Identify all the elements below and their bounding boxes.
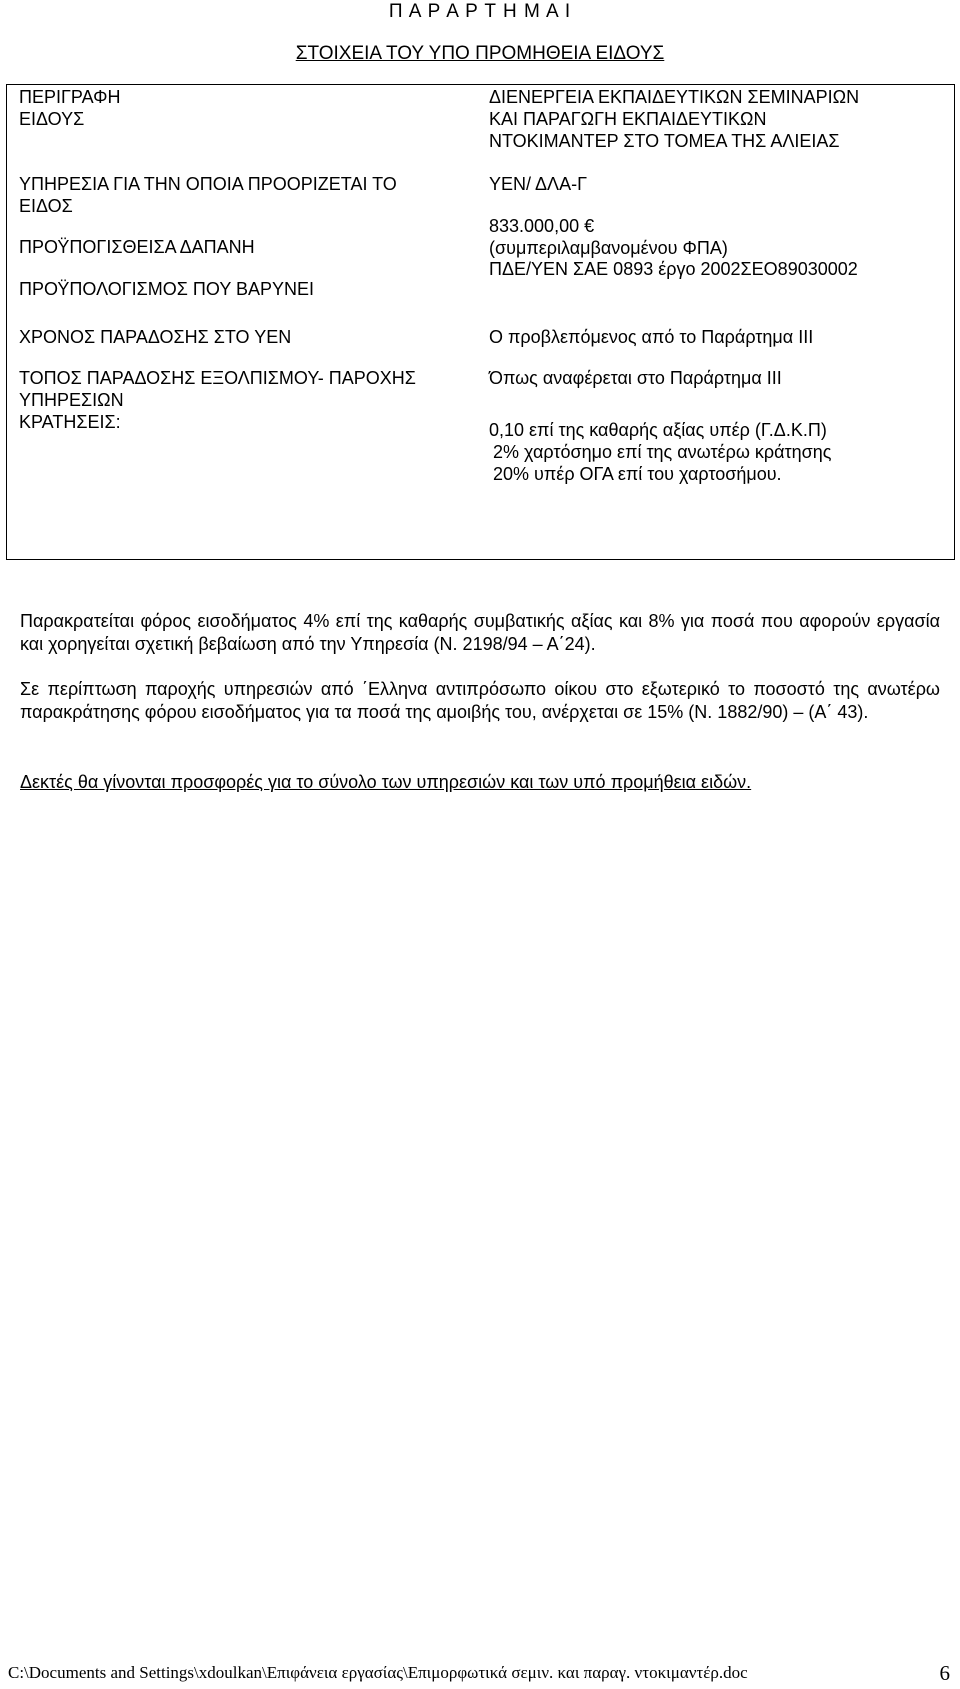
withholdings-value-line-1: 0,10 επί της καθαρής αξίας υπέρ (Γ.Δ.Κ.Π) — [489, 420, 827, 440]
charged-budget-value: ΠΔΕ/ΥΕΝ ΣΑΕ 0893 έργο 2002ΣΕΟ89030002 — [489, 259, 858, 279]
section-title: ΣΤΟΙΧΕΙΑ ΤΟΥ ΥΠΟ ΠΡΟΜΗΘΕΙΑ ΕΙΔΟΥΣ — [295, 43, 665, 64]
delivery-time-value: Ο προβλεπόμενος από το Παράρτημα ΙΙΙ — [489, 327, 814, 347]
withholdings-value — [489, 419, 959, 485]
page-number: 6 — [939, 1661, 950, 1685]
budget-value-line-2: (συμπεριλαμβανομένου ΦΠΑ) — [489, 238, 728, 258]
delivery-place-label — [19, 367, 479, 411]
appendix-title: Π Α Ρ Α Ρ Τ Η Μ Α Ι — [388, 1, 572, 22]
service-label — [19, 173, 479, 217]
budget-value-line-1: 833.000,00 € — [489, 216, 595, 236]
description-value — [489, 86, 959, 152]
delivery-place-value: Όπως αναφέρεται στο Παράρτημα ΙΙΙ — [489, 368, 782, 388]
description-value-line-2: ΚΑΙ ΠΑΡΑΓΩΓΗ ΕΚΠΑΙΔΕΥΤΙΚΩΝ — [489, 109, 767, 129]
delivery-place-label-line-2: ΥΠΗΡΕΣΙΩΝ — [19, 390, 124, 410]
description-value-line-1: ΔΙΕΝΕΡΓΕΙΑ ΕΚΠΑΙΔΕΥΤΙΚΩΝ ΣΕΜΙΝΑΡΙΩΝ — [489, 87, 860, 107]
charged-budget-label: ΠΡΟΫΠΟΛΟΓΙΣΜΟΣ ΠΟΥ ΒΑΡΥΝΕΙ — [19, 279, 315, 299]
footer-file-path: C:\Documents and Settings\xdoulkan\Επιφάνεια εργασίας\Επιμορφωτικά σεμιν. και παραγ. ντοκιμαντέρ.doc — [8, 1663, 748, 1682]
page-footer — [8, 1659, 952, 1685]
description-label-line-2: ΕΙΔΟΥΣ — [19, 109, 85, 129]
description-value-line-3: ΝΤΟΚΙΜΑΝΤΕΡ ΣΤΟ ΤΟΜΕΑ ΤΗΣ ΑΛΙΕΙΑΣ — [489, 131, 840, 151]
budget-value — [489, 215, 959, 259]
item-details-table — [6, 84, 955, 560]
foreign-representative-paragraph: Σε περίπτωση παροχής υπηρεσιών από ΄Ελληνα αντιπρόσωπο οίκου στο εξωτερικό το ποσοστό της ανωτέρω παρακράτησης φόρου εισοδήματος για τα ποσά της αμοιβής του, ανέρχεται σε 15% (Ν. 1882/90) – (Α΄ 43). — [20, 679, 940, 722]
income-tax-paragraph: Παρακρατείται φόρος εισοδήματος 4% επί της καθαρής συμβατικής αξίας και 8% για ποσά που αφορούν εργασία και χορηγείται σχετική βεβαίωση από την Υπηρεσία (Ν. 2198/94 – Α΄24). — [20, 611, 940, 654]
delivery-place-label-line-1: ΤΟΠΟΣ ΠΑΡΑΔΟΣΗΣ ΕΞΟΛΠΙΣΜΟΥ- ΠΑΡΟΧΗΣ — [19, 368, 416, 388]
delivery-time-label: ΧΡΟΝΟΣ ΠΑΡΑΔΟΣΗΣ ΣΤΟ ΥΕΝ — [19, 327, 292, 347]
service-label-line-1: ΥΠΗΡΕΣΙΑ ΓΙΑ ΤΗΝ ΟΠΟΙΑ ΠΡΟΟΡΙΖΕΤΑΙ ΤΟ — [19, 174, 397, 194]
description-label-line-1: ΠΕΡΙΓΡΑΦΗ — [19, 87, 121, 107]
service-label-line-2: ΕΙΔΟΣ — [19, 196, 73, 216]
withholdings-value-line-2: 2% χαρτόσημο επί της ανωτέρω κράτησης — [493, 442, 832, 462]
withholdings-label: ΚΡΑΤΗΣΕΙΣ: — [19, 412, 121, 432]
budget-label: ΠΡΟΫΠΟΓΙΣΘΕΙΣΑ ΔΑΠΑΝΗ — [19, 237, 255, 257]
withholdings-value-line-3: 20% υπέρ ΟΓΑ επί του χαρτοσήμου. — [493, 464, 782, 484]
service-value: ΥΕΝ/ ΔΛΑ-Γ — [489, 174, 587, 194]
description-label — [19, 86, 479, 130]
offers-paragraph: Δεκτές θα γίνονται προσφορές για το σύνολο των υπηρεσιών και των υπό προμήθεια ειδών. — [20, 772, 752, 792]
